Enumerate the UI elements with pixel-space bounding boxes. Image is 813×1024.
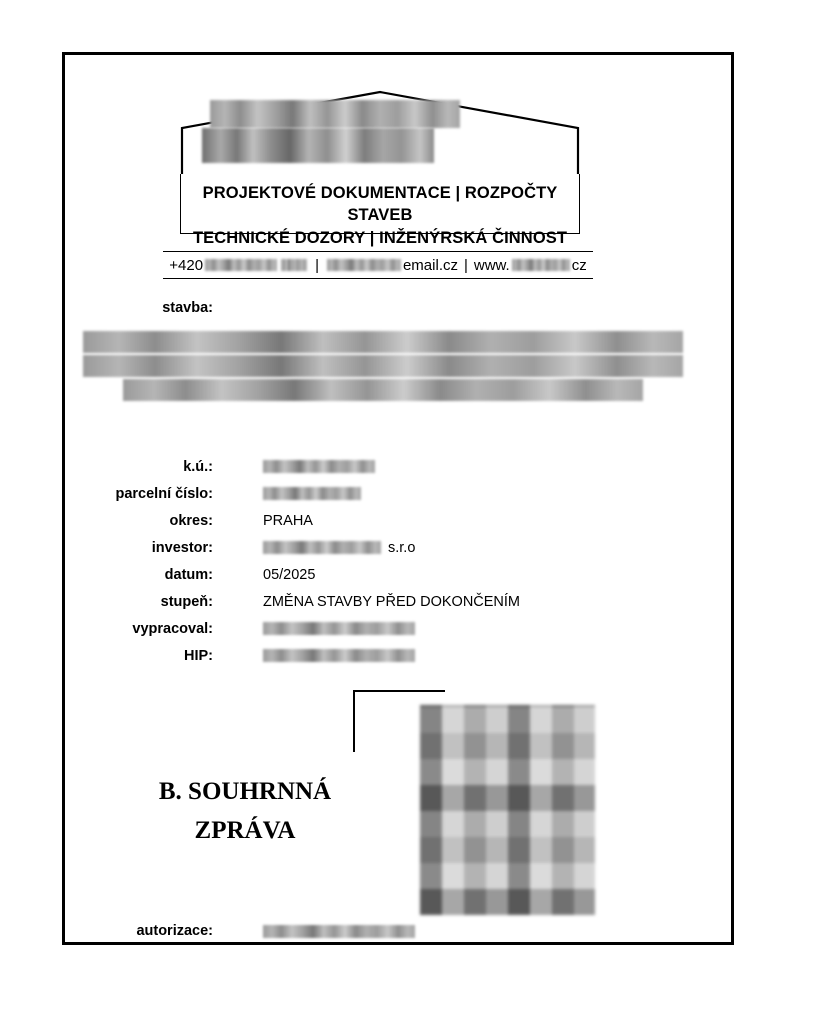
section-title-line-1: B. SOUHRNNÁ bbox=[158, 778, 332, 805]
meta-value-investor bbox=[263, 540, 415, 556]
stavba-label: stavba: bbox=[162, 300, 213, 316]
meta-label-datum: datum: bbox=[164, 566, 213, 583]
meta-value-okres: PRAHA bbox=[263, 512, 313, 529]
phone-redaction-2 bbox=[281, 259, 307, 271]
www-prefix: www. bbox=[473, 256, 510, 274]
meta-table bbox=[65, 453, 685, 669]
authorization-row bbox=[65, 923, 685, 939]
meta-row bbox=[65, 507, 685, 534]
meta-row bbox=[65, 534, 685, 561]
email-suffix: email.cz bbox=[402, 256, 458, 274]
authorization-value bbox=[263, 925, 415, 938]
phone-redaction bbox=[205, 259, 277, 271]
logo-title-line-1: PROJEKTOVÉ DOKUMENTACE | ROZPOČTY STAVEB bbox=[202, 184, 558, 225]
company-name-redaction-top bbox=[210, 100, 460, 128]
stavba-redaction-line-3 bbox=[123, 379, 643, 401]
meta-row bbox=[65, 561, 685, 588]
authorization-redaction bbox=[263, 925, 415, 938]
meta-value-ku bbox=[263, 460, 375, 473]
meta-value-hip bbox=[263, 649, 415, 662]
meta-label-investor: investor: bbox=[151, 539, 213, 556]
stavba-value-redaction bbox=[83, 331, 683, 403]
investor-suffix: s.r.o bbox=[388, 539, 416, 556]
phone-prefix: +420 bbox=[169, 256, 204, 274]
investor-redaction bbox=[263, 541, 381, 554]
contact-line bbox=[163, 251, 593, 279]
meta-value-stupen: ZMĚNA STAVBY PŘED DOKONČENÍM bbox=[263, 593, 521, 610]
meta-row bbox=[65, 480, 685, 507]
document-page bbox=[62, 52, 734, 945]
meta-label-vypracoval: vypracoval: bbox=[132, 620, 213, 637]
stavba-redaction-line-2 bbox=[83, 355, 683, 377]
stavba-redaction-line-1 bbox=[83, 331, 683, 353]
vypracoval-redaction bbox=[263, 622, 415, 635]
meta-label-hip: HIP: bbox=[184, 647, 213, 664]
contact-separator-2: | bbox=[463, 256, 468, 274]
parcelni-cislo-redaction bbox=[263, 487, 361, 500]
meta-value-vypracoval bbox=[263, 622, 415, 635]
email-redaction bbox=[327, 259, 401, 271]
domain-redaction bbox=[512, 259, 570, 271]
logo-title-line-2: TECHNICKÉ DOZORY | INŽENÝRSKÁ ČINNOST bbox=[192, 228, 568, 247]
meta-row bbox=[65, 453, 685, 480]
meta-value-datum: 05/2025 bbox=[263, 566, 316, 583]
section-title-line-2: ZPRÁVA bbox=[194, 816, 296, 844]
authorization-label: autorizace: bbox=[136, 923, 213, 939]
meta-row bbox=[65, 615, 685, 642]
ku-redaction bbox=[263, 460, 375, 473]
meta-row bbox=[65, 642, 685, 669]
hip-redaction bbox=[263, 649, 415, 662]
meta-label-ku: k.ú.: bbox=[183, 458, 213, 475]
authorization-stamp-redaction bbox=[420, 705, 595, 915]
meta-label-stupen: stupeň: bbox=[160, 593, 213, 610]
section-title bbox=[115, 773, 375, 851]
company-name-redaction-main bbox=[202, 128, 434, 163]
logo-title bbox=[180, 182, 580, 249]
meta-row bbox=[65, 588, 685, 615]
domain-suffix: cz bbox=[571, 256, 587, 274]
meta-value-parcelni-cislo bbox=[263, 487, 361, 500]
meta-label-parcelni-cislo: parcelní číslo: bbox=[115, 485, 213, 502]
meta-label-okres: okres: bbox=[169, 512, 213, 529]
contact-separator-1: | bbox=[315, 256, 319, 274]
